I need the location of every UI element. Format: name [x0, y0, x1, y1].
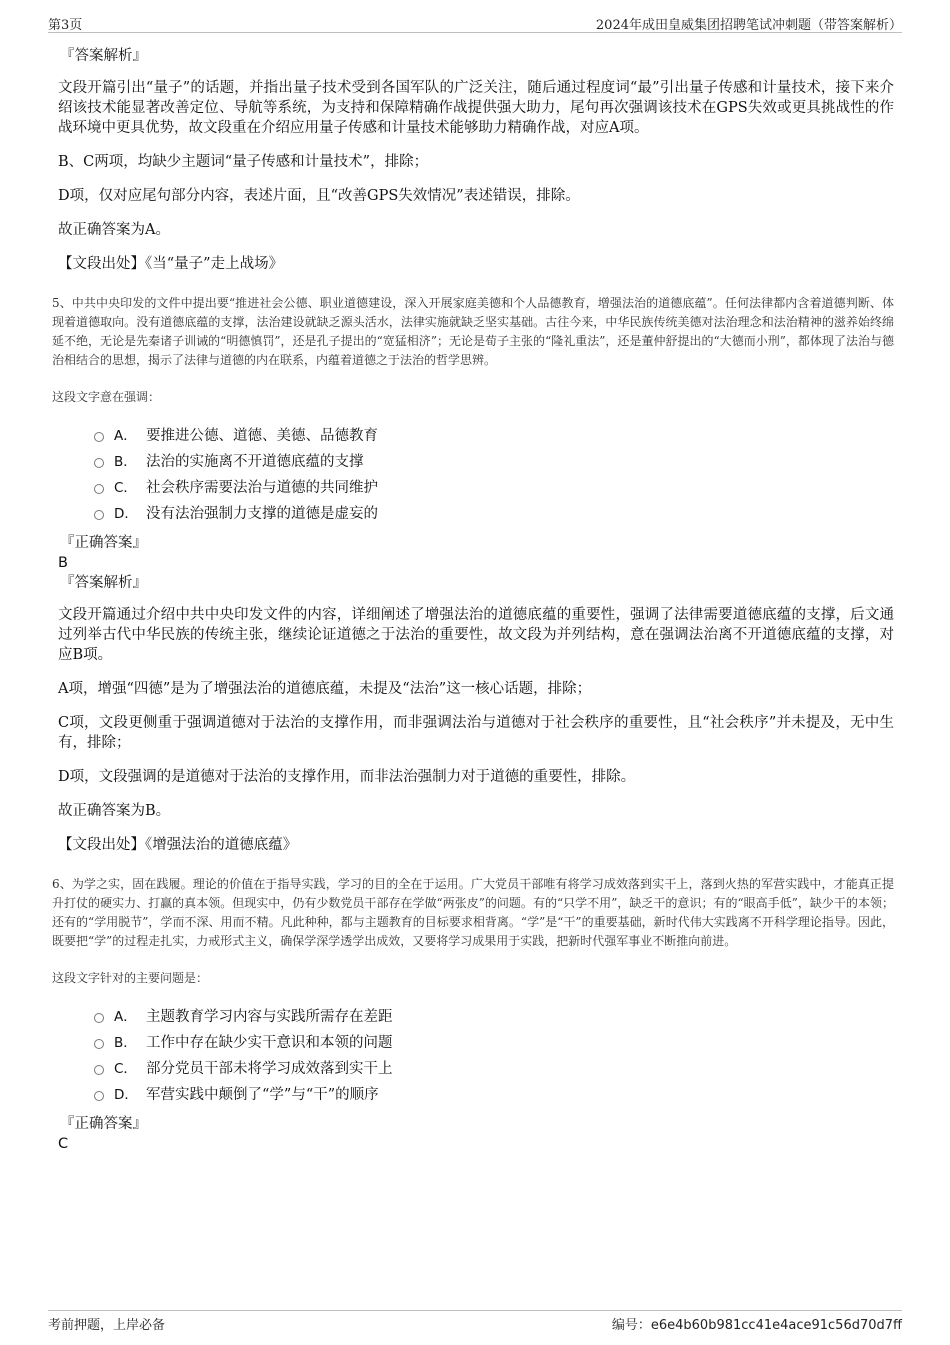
- option-key: D．: [114, 1087, 138, 1103]
- radio-icon[interactable]: [94, 432, 104, 442]
- q5-option-b[interactable]: [94, 447, 894, 473]
- page-content: [52, 40, 894, 1152]
- page-footer: [48, 1310, 902, 1333]
- q6-answer: C: [58, 1136, 69, 1152]
- option-text: 社会秩序需要法治与道德的共同维护: [146, 479, 378, 496]
- q5-analysis-para: C项，文段更侧重于强调道德对于法治的支撑作用，而非强调法治与道德对于社会秩序的重要性，且“社会秩序”并未提及，无中生有，排除；: [58, 715, 894, 751]
- q5-analysis-label: 『答案解析』: [60, 575, 147, 591]
- option-key: A．: [114, 428, 137, 444]
- q6-option-d[interactable]: [94, 1080, 894, 1106]
- q4-analysis-para: B、C两项，均缺少主题词“量子传感和计量技术”，排除；: [58, 154, 429, 170]
- option-key: C．: [114, 1061, 137, 1077]
- q6-option-c[interactable]: [94, 1054, 894, 1080]
- q6-options: [94, 1002, 894, 1106]
- option-key: B．: [114, 454, 137, 470]
- option-text: 军营实践中颠倒了“学”与“干”的顺序: [146, 1086, 379, 1103]
- radio-icon[interactable]: [94, 1091, 104, 1101]
- document-title: 2024年成田皇威集团招聘笔试冲刺题（带答案解析）: [595, 18, 902, 33]
- option-text: 主题教育学习内容与实践所需存在差距: [146, 1008, 393, 1025]
- q4-analysis-para: D项，仅对应尾句部分内容，表述片面，且“改善GPS失效情况”表述错误，排除。: [58, 188, 580, 204]
- option-text: 法治的实施离不开道德底蕴的支撑: [146, 453, 364, 470]
- q5-analysis-para: D项，文段强调的是道德对于法治的支撑作用，而非法治强制力对于道德的重要性，排除。: [58, 769, 636, 785]
- option-text: 部分党员干部未将学习成效落到实干上: [146, 1060, 393, 1077]
- option-text: 工作中存在缺少实干意识和本领的问题: [146, 1034, 393, 1051]
- q5-analysis-para: A项，增强“四德”是为了增强法治的道德底蕴，未提及“法治”这一核心话题，排除；: [58, 681, 592, 697]
- radio-icon[interactable]: [94, 1065, 104, 1075]
- q5-question-text: 5、中共中央印发的文件中提出要“推进社会公德、职业道德建设，深入开展家庭美德和个人品德教育，增强法治的道德底蕴”。任何法律都内含着道德判断、体现着道德取向。没有道德底蕴的支撑，法治建设就缺乏源头活水，法律实施就缺乏坚实基础。古往今来，中华民族传统美德对法治理念和法治精神的滋养始终绵延不绝，无论是先秦诸子训诫的“明德慎罚”，还是孔子提出的“宽猛相济”；无论是荀子主张的“隆礼重法”，还是董仲舒提出的“大德而小刑”，都体现了法治与德治相结合的思想，揭示了法律与道德的内在联系，内蕴着道德之于法治的哲学思辨。: [52, 296, 894, 367]
- q5-options: [94, 421, 894, 525]
- q4-source: 【文段出处】《当“量子”走上战场》: [58, 256, 284, 272]
- q5-source: 【文段出处】《增强法治的道德底蕴》: [58, 837, 298, 853]
- option-text: 没有法治强制力支撑的道德是虚妄的: [146, 505, 378, 522]
- q6-prompt: 这段文字针对的主要问题是：: [52, 971, 209, 985]
- q6-question-text: 6、为学之实，固在践履。理论的价值在于指导实践，学习的目的全在于运用。广大党员干部唯有将学习成效落到实干上，落到火热的军营实践中，才能真正提升打仗的硬实力、打赢的真本领。但现实中，仍有少数党员干部存在学做“两张皮”的问题。有的“只学不用”，缺乏干的意识；有的“眼高手低”，缺少干的本领；还有的“学用脱节”，学而不深、用而不精。凡此种种，都与主题教育的目标要求相背离。“学”是“干”的重要基础，新时代伟大实践离不开科学理论指导。因此，既要把“学”的过程走扎实，力戒形式主义，确保学深学透学出成效，又要将学习成果用于实践，把新时代强军事业不断推向前进。: [52, 877, 894, 948]
- radio-icon[interactable]: [94, 1039, 104, 1049]
- page-header: [48, 12, 902, 33]
- footer-slogan: 考前押题，上岸必备: [48, 1318, 166, 1333]
- option-key: B．: [114, 1035, 137, 1051]
- q5-answer: B: [58, 555, 68, 571]
- document-code: 编号：e6e4b60b981cc41e4ace91c56d70d7ff: [611, 1318, 902, 1333]
- q6-option-a[interactable]: [94, 1002, 894, 1028]
- radio-icon[interactable]: [94, 510, 104, 520]
- q6-option-b[interactable]: [94, 1028, 894, 1054]
- page-number: 第3页: [48, 18, 83, 33]
- q5-option-d[interactable]: [94, 499, 894, 525]
- q5-prompt: 这段文字意在强调：: [52, 390, 161, 404]
- q4-analysis-label: 『答案解析』: [60, 48, 147, 64]
- q5-option-c[interactable]: [94, 473, 894, 499]
- option-text: 要推进公德、道德、美德、品德教育: [146, 427, 378, 444]
- q5-conclusion: 故正确答案为B。: [58, 803, 171, 819]
- radio-icon[interactable]: [94, 1013, 104, 1023]
- q6-answer-label: 『正确答案』: [60, 1116, 147, 1132]
- q5-option-a[interactable]: [94, 421, 894, 447]
- q4-analysis-para: 文段开篇引出“量子”的话题，并指出量子技术受到各国军队的广泛关注，随后通过程度词“最”引出量子传感和计量技术，接下来介绍该技术能显著改善定位、导航等系统，为支持和保障精确作战提供强大助力，尾句再次强调该技术在GPS失效或更具挑战性的作战环境中更具优势，故文段重在介绍应用量子传感和计量技术能够助力精确作战，对应A项。: [58, 80, 894, 136]
- radio-icon[interactable]: [94, 484, 104, 494]
- option-key: A．: [114, 1009, 137, 1025]
- option-key: C．: [114, 480, 137, 496]
- q4-conclusion: 故正确答案为A。: [58, 222, 170, 238]
- q5-analysis-para: 文段开篇通过介绍中共中央印发文件的内容，详细阐述了增强法治的道德底蕴的重要性，强调了法律需要道德底蕴的支撑，后文通过列举古代中华民族的传统主张，继续论证道德之于法治的重要性，故文段为并列结构，意在强调法治离不开道德底蕴的支撑，对应B项。: [58, 607, 894, 663]
- q5-answer-label: 『正确答案』: [60, 535, 147, 551]
- radio-icon[interactable]: [94, 458, 104, 468]
- option-key: D．: [114, 506, 138, 522]
